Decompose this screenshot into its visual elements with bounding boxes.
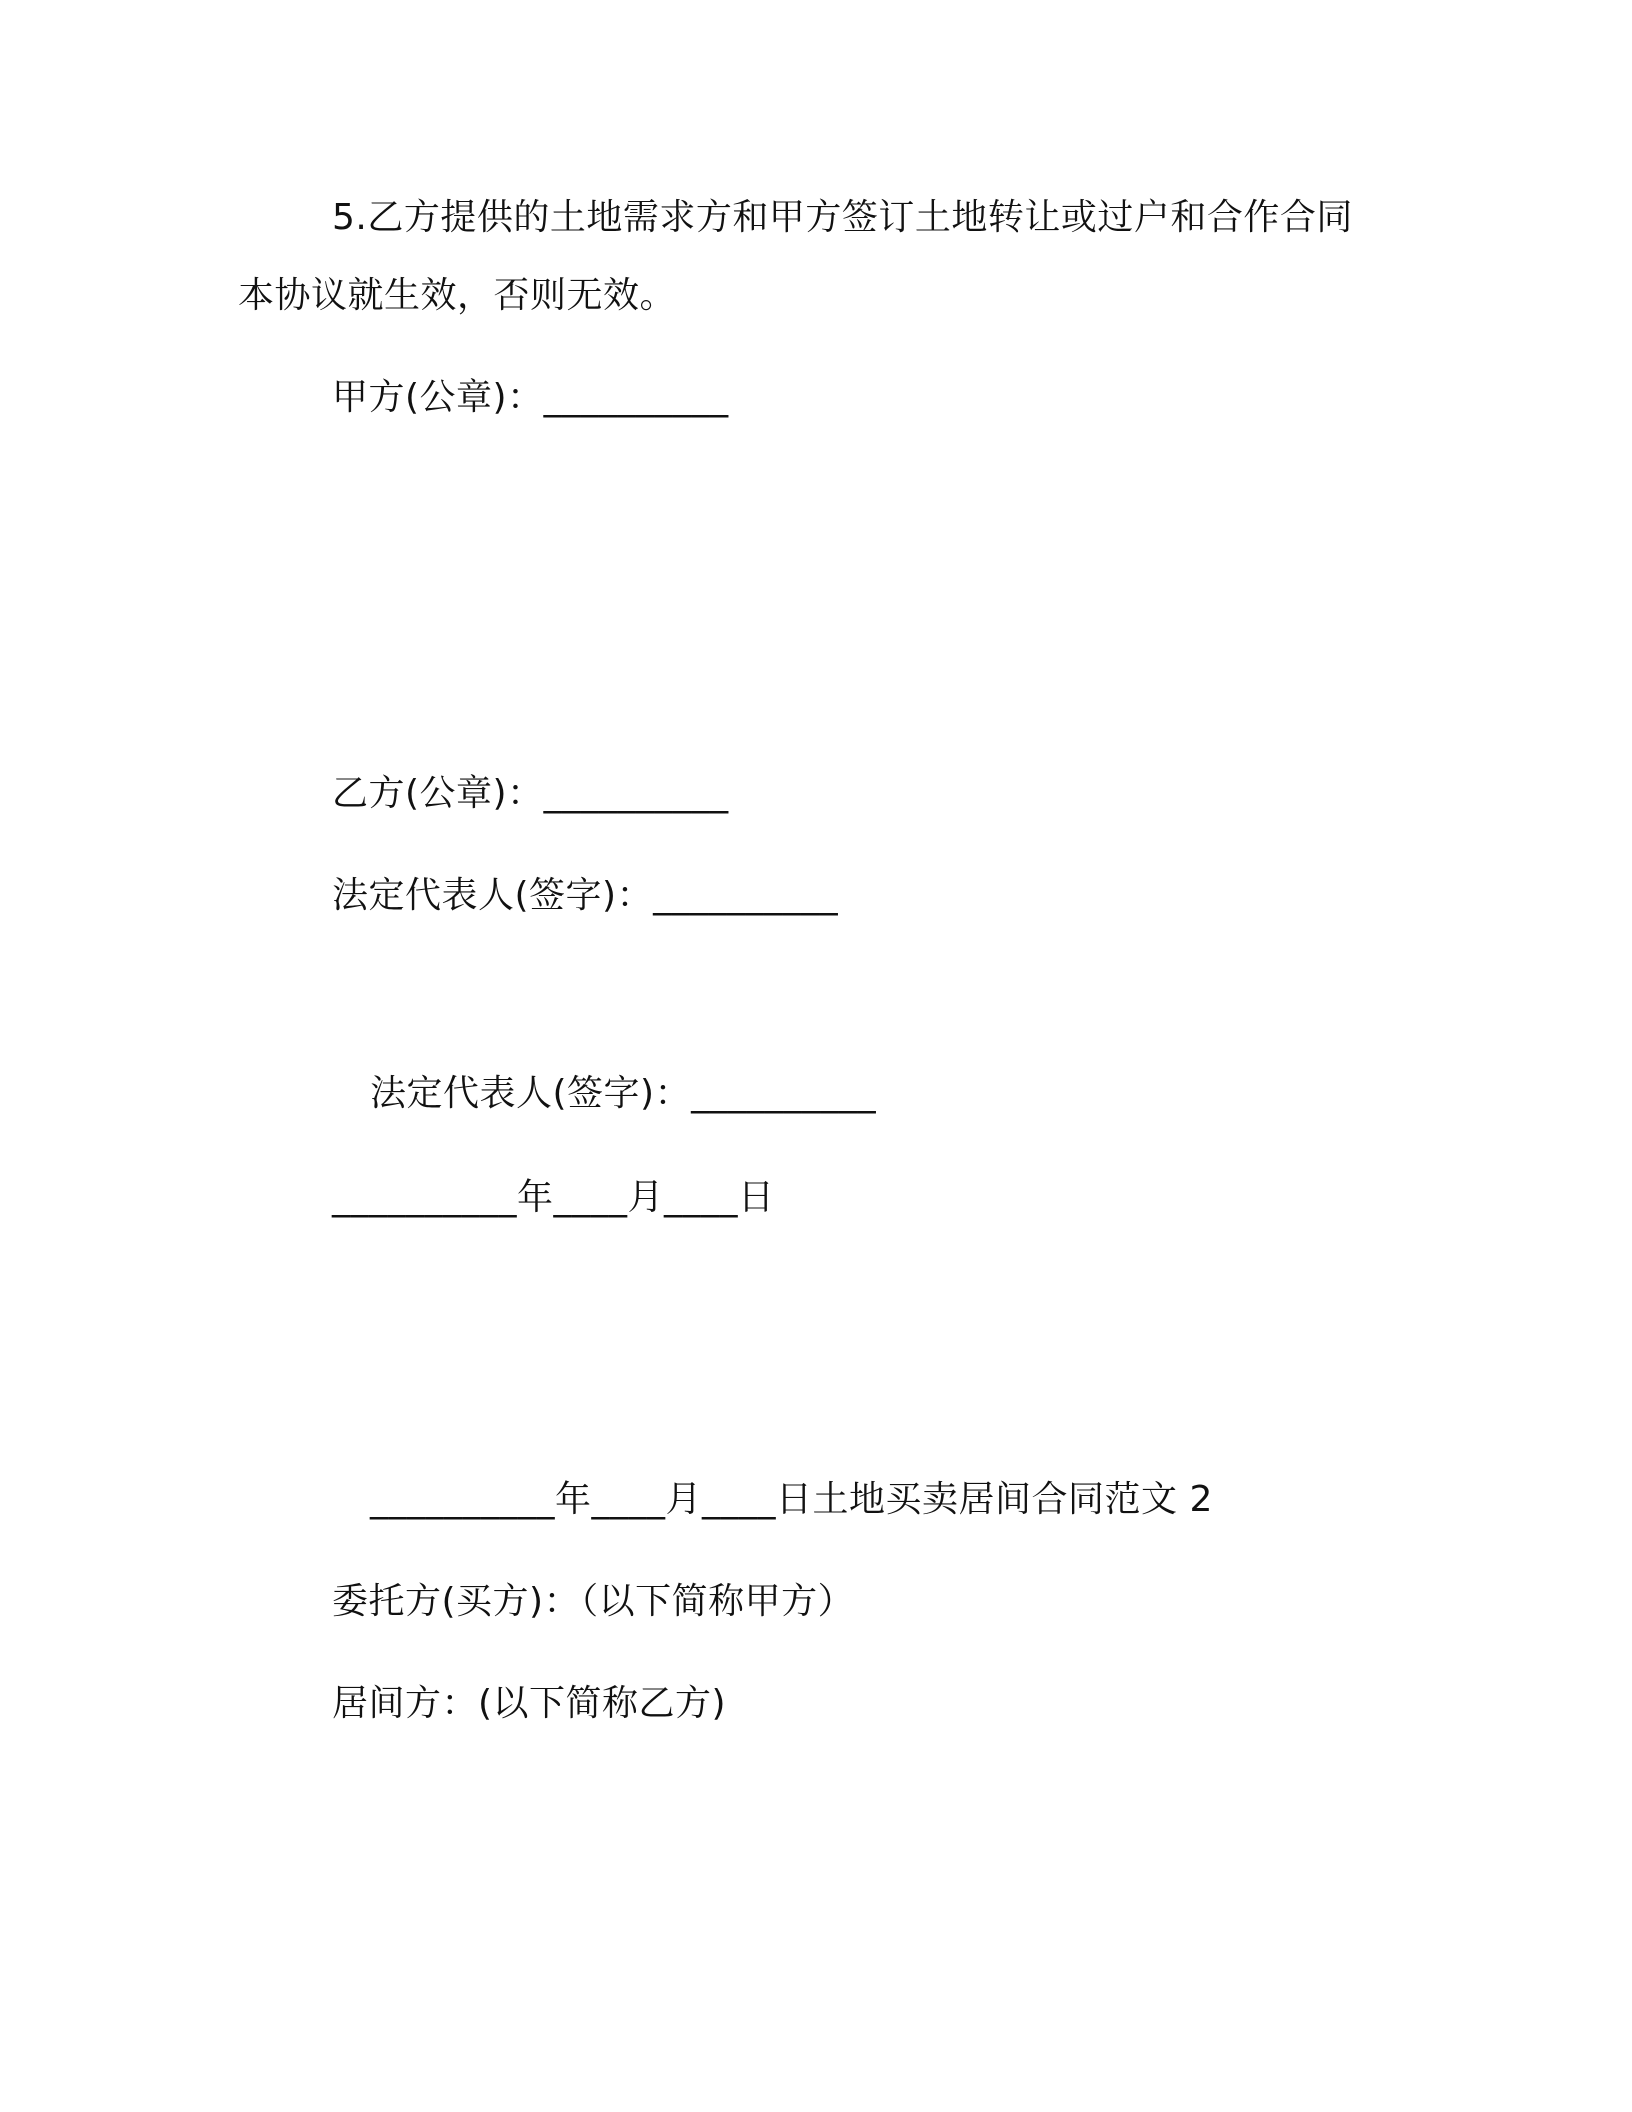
clause-5-line-1: 5.乙方提供的土地需求方和甲方签订土地转让或过户和合作合同 — [332, 197, 1353, 238]
client-buyer-line: 委托方(买方)：（以下简称甲方） — [332, 1581, 855, 1622]
document-title-line: __________年____月____日土地买卖居间合同范文 2 — [370, 1479, 1213, 1520]
legal-representative-signature-line-2: 法定代表人(签字)：__________ — [370, 1073, 877, 1114]
party-a-seal-line: 甲方(公章)：__________ — [332, 377, 729, 418]
legal-representative-signature-line-1: 法定代表人(签字)：__________ — [332, 875, 839, 916]
party-b-seal-line: 乙方(公章)：__________ — [332, 773, 729, 814]
clause-5-line-2: 本协议就生效，否则无效。 — [238, 275, 677, 316]
intermediary-line: 居间方：(以下简称乙方) — [332, 1683, 727, 1724]
date-line: __________年____月____日 — [332, 1177, 775, 1218]
